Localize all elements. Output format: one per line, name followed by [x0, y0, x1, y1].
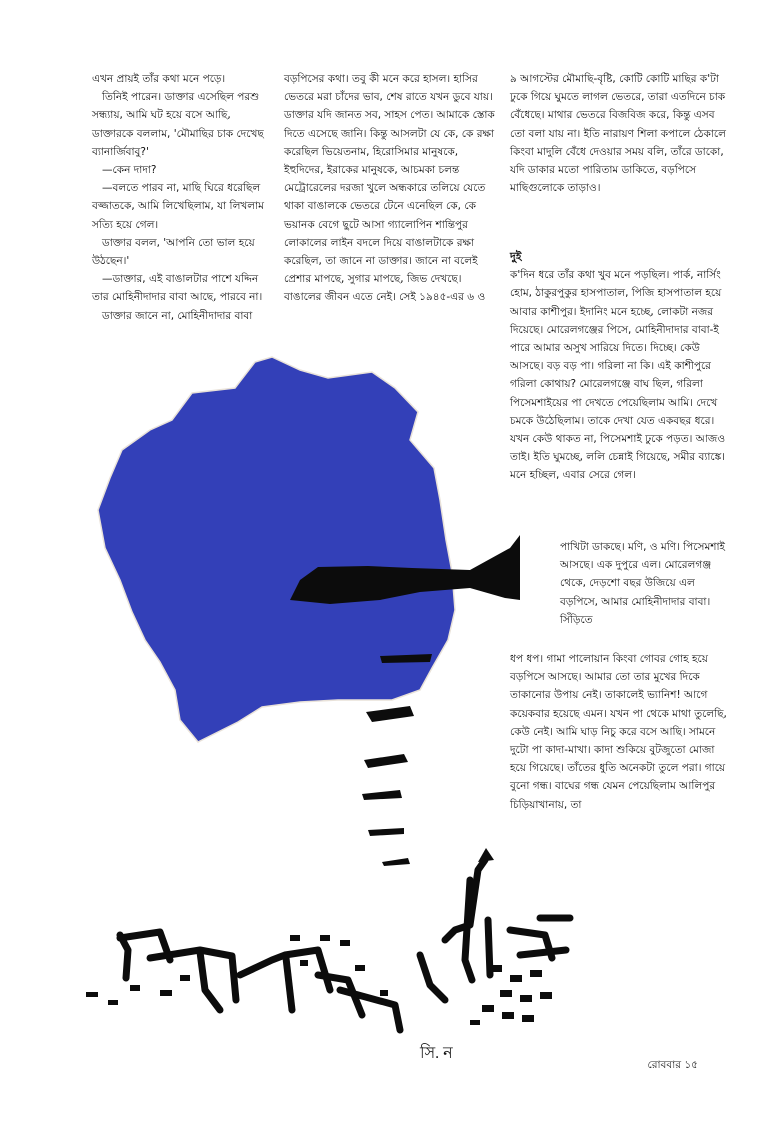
- paragraph: —কেন দাদা?: [102, 164, 157, 177]
- paragraph: ৯ আগস্টের মৌমাছি-বৃষ্টি, কোটি কোটি মাছির ক'টা ঢুকে গিয়ে ঘুমতে লাগল ভেতরে, তারা এতদিনে চাক বেঁধেছে। মাথার ভেতরে বিজবিজ করে, কিন্তু এসব তো বলা যায় না। ইতি নারায়ণ শিলা কপালে ঠেকালে কিংবা মাদুলি বেঁধে দেওয়ার সময় বলি, তাঁরে ডাকো, যদি ডাকার মতো পারিতাম ডাকিতে, বড়পিসে মাছিগুলোকে তাড়াও।: [510, 73, 726, 195]
- paragraph: —বলতে পারব না, মাছি ঘিরে ধরেছিল বজ্জাতকে, আমি লিখেছিলাম, যা লিখলাম সত্যি হয়ে গেল।: [92, 182, 264, 231]
- text-column-2: [284, 70, 498, 307]
- blue-torn-paper-shape: [98, 357, 455, 742]
- paragraph: —ডাক্তার, এই বাঙালটার পাশে যদ্দিন তার মোহিনীদাদার বাবা আছে, পারবে না।: [92, 273, 263, 304]
- paragraph: ডাক্তার জানে না, মোহিনীদাদার বাবা: [102, 309, 253, 322]
- airplane-shape: [290, 535, 520, 604]
- paragraph: ডাক্তার বলল, 'আপনি তো ভাল হয়ে উঠছেন।': [92, 236, 255, 268]
- text-column-3: [510, 70, 730, 197]
- paragraph: ধপ ধপ। গামা পালোয়ান কিংবা গোবর গোহ হয়ে বড়পিসে আসছে। আমার তো তার মুখের দিকে তাকানোর উপায় নেই। তাকালেই ভ্যানিশ! আগে কয়েকবার হয়েছে এমন। যখন পা থেকে মাথা তুলেছি, কেউ নেই। আমি ঘাড় নিচু করে বসে আছি। সামনে দুটো পা কাদা-মাখা। কাদা শুকিয়ে বুটজুতো মোজা হয়ে গিয়েছে। তাঁতের ধুতি অনেকটা তুলে পরা। গায়ে বুনো গন্ধ। বাঘের গন্ধ যেমন পেয়েছিলাম আলিপুর চিড়িয়াখানায়, তা: [510, 653, 727, 811]
- paragraph: এখন প্রায়ই তাঁর কথা মনে পড়ে।: [92, 73, 226, 85]
- artist-signature: সি. ন: [420, 1045, 453, 1062]
- section-two-rest: [510, 650, 730, 814]
- text-column-1: [92, 70, 274, 325]
- paragraph: বড়পিসের কথা। তবু কী মনে করে হাসল। হাসির ভেতরে মরা চাঁদের ভাব, শেষ রাতে যখন ডুবে যায়। ডাক্তার যদি জানত সব, সাহস পেত। আমাকে স্তোক দিতে এসেছে জানি। কিন্তু আসলটা যে কে, কে রক্ষা করেছিল ভিয়েতনাম, হিরোসিমার মানুষকে, ইহুদিদের, ইরাকের মানুষকে, আচমকা চলন্ত মেট্রোরেলের দরজা খুলে অন্ধকারে তলিয়ে যেতে থাকা বাঙালকে ভেতরে টেনে এনেছিল কে, কে ভয়ানক বেগে ছুটে আসা গ্যালোপিন শান্তিপুর লোকালের লাইন বদলে দিয়ে বাঙালটাকে রক্ষা করেছিল, তা জানে না ডাক্তার। জানে না বলেই প্রেশার মাপছে, সুগার মাপছে, জিভ দেখছে। বাঙালের জীবন এতে নেই। সেই ১৯৪৫-এর ৬ ও: [284, 73, 495, 304]
- section-two: [510, 248, 730, 485]
- section-two-indented: [560, 538, 730, 629]
- building-windows: [86, 935, 552, 1025]
- paragraph: ক'দিন ধরে তাঁর কথা খুব মনে পড়ছিল। পার্ক, নার্সিং হোম, ঠাকুরপুকুর হাসপাতাল, পিজি হাসপাতাল হয়ে আবার কাশীপুর। ইদানিং মনে হচ্ছে, লোকটা নজর দিয়েছে। মোরেলগঞ্জের পিসে, মোহিনীদাদার বাবা-ই পারে আমার অসুখ সারিয়ে দিতে। দিচ্ছে। কেউ আসছে। বড় বড় পা। গরিলা না কি। এই কাশীপুরে গরিলা কোথায়? মোরেলগঞ্জে বাঘ ছিল, গরিলা পিসেমশাইয়ের পা দেখতে পেয়েছিলাম আমি। দেখে চমকে উঠেছিলাম। তাকে দেখা যেত একবছর ধরে। যখন কেউ থাকত না, পিসেমশাই ঢুকে পড়ত। আজও তাই। ইতি ঘুমচ্ছে, ললি চেন্নাই গিয়েছে, সমীর ব্যাঙ্কে। মনে হচ্ছিল, এবার সেরে গেল।: [510, 269, 726, 482]
- tower-spire: [478, 848, 494, 862]
- page-footer: রোববার ১৫: [647, 1059, 698, 1071]
- paragraph: পাখিটা ডাকছে। মণি, ও মণি। পিসেমশাই আসছে। এক দুপুরে এল। মোরেলগঞ্জ থেকে, দেড়শো বছর উজিয়ে এল বড়পিসে, আমার মোহিনীদাদার বাবা। সিঁড়িতে: [560, 541, 726, 626]
- paragraph: তিনিই পারেন। ডাক্তার এসেছিল পরশু সন্ধ্যায়, আমি ঘট হয়ে বসে আছি, ডাক্তারকে বললাম, 'মৌমাছির চাক দেখেছ ব্যানার্জিবাবু?': [92, 91, 264, 158]
- section-heading: দুই: [510, 250, 522, 263]
- falling-marks: [362, 654, 432, 866]
- city-skyline: [120, 860, 570, 1030]
